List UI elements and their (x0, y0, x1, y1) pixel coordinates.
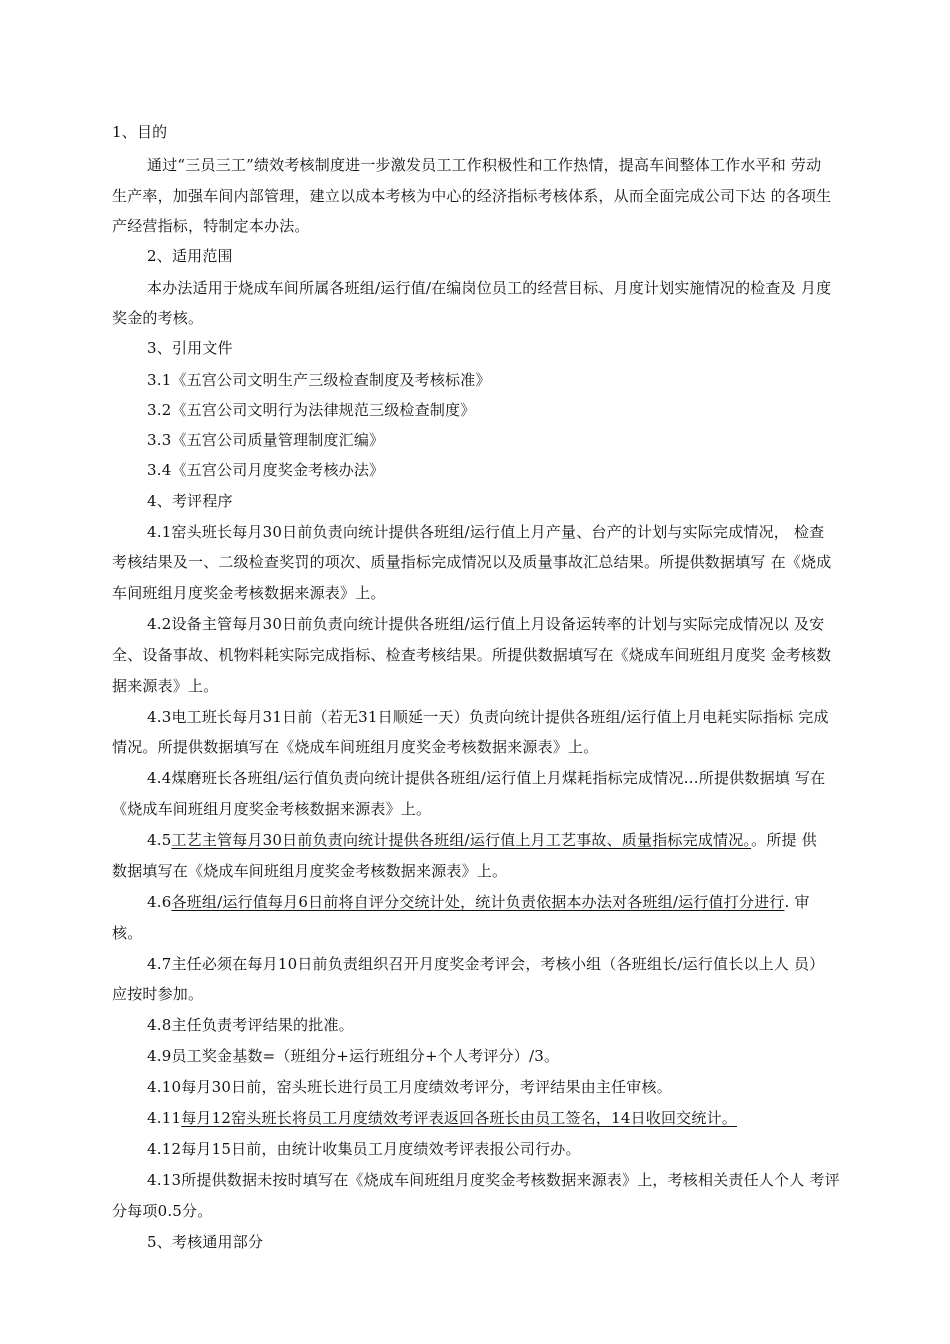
paragraph-line: 4.9员工奖金基数=（班组分+运行班组分+个人考评分）/3。 (147, 1047, 560, 1065)
paragraph-line: 据来源表》上。 (112, 677, 219, 695)
paragraph-line: 分每项0.5分。 (112, 1202, 213, 1220)
underlined-text: 每月12窑头班长将员工月度绩效考评表返回各班长由员工签名，14日收回交统计。 (181, 1109, 737, 1127)
item-number: 4.11 (147, 1109, 182, 1127)
paragraph-line: 通过“三员三工”绩效考核制度进一步激发员工工作积极性和工作热情，提高车间整体工作水平和 劳动 (147, 156, 822, 174)
paragraph-line: 4.3电工班长每月31日前（若无31日顺延一天）负责向统计提供各班组/运行值上月电耗实际指标 完成 (147, 708, 829, 726)
item-number: 4.6 (147, 893, 172, 911)
paragraph-line (147, 1108, 737, 1128)
paragraph-line: 本办法适用于烧成车间所属各班组/运行值/在编岗位员工的经营目标、月度计划实施情况的检查及 月度 (147, 279, 832, 297)
paragraph-line: 核。 (112, 924, 143, 942)
section-heading-scope: 2、适用范围 (147, 247, 233, 265)
paragraph-line: 全、设备事故、机物料耗实际完成指标、检查考核结果。所提供数据填写在《烧成车间班组月度奖 金考核数 (112, 646, 832, 664)
paragraph-line (147, 892, 810, 912)
paragraph-line: 《烧成车间班组月度奖金考核数据来源表》上。 (112, 800, 432, 818)
reference-item: 3.4《五宫公司月度奖金考核办法》 (147, 461, 385, 479)
paragraph-line: 车间班组月度奖金考核数据来源表》上。 (112, 584, 386, 602)
paragraph-line (147, 830, 817, 850)
paragraph-line: 4.2设备主管每月30日前负责向统计提供各班组/运行值上月设备运转率的计划与实际完成情况以 及安 (147, 615, 825, 633)
section-heading-general: 5、考核通用部分 (147, 1233, 264, 1251)
paragraph-line: 4.8主任负责考评结果的批准。 (147, 1016, 354, 1034)
paragraph-line: 情况。所提供数据填写在《烧成车间班组月度奖金考核数据来源表》上。 (112, 738, 599, 756)
paragraph-line: 4.7主任必须在每月10日前负责组织召开月度奖金考评会，考核小组（各班组长/运行值长以上人 员） (147, 955, 825, 973)
paragraph-text: 。所提 供 (751, 831, 817, 849)
underlined-text: 各班组/运行值每月6日前将自评分交统计处，统计负责依据本办法对各班组/运行值打分进行 (171, 893, 785, 911)
underlined-text: 工艺主管每月30日前负责向统计提供各班组/运行值上月工艺事故、质量指标完成情况。 (171, 831, 752, 849)
paragraph-line: 考核结果及一、二级检查奖罚的项次、质量指标完成情况以及质量事故汇总结果。所提供数据填写 在《烧成 (112, 553, 832, 571)
item-number: 4.5 (147, 831, 172, 849)
reference-item: 3.1《五宫公司文明生产三级检查制度及考核标准》 (147, 371, 491, 389)
paragraph-line: 4.4煤磨班长各班组/运行值负责向统计提供各班组/运行值上月煤耗指标完成情况…所提供数据填 写在 (147, 769, 826, 787)
reference-item: 3.3《五宫公司质量管理制度汇编》 (147, 431, 385, 449)
reference-item: 3.2《五宫公司文明行为法律规范三级检查制度》 (147, 401, 476, 419)
section-heading-procedure: 4、考评程序 (147, 492, 233, 510)
paragraph-text: . 审 (784, 893, 810, 911)
paragraph-line: 4.13所提供数据未按时填写在《烧成车间班组月度奖金考核数据来源表》上，考核相关责任人个人 考评 (147, 1171, 840, 1189)
paragraph-line: 4.12每月15日前，由统计收集员工月度绩效考评表报公司行办。 (147, 1140, 581, 1158)
paragraph-line: 4.10每月30日前，窑头班长进行员工月度绩效考评分，考评结果由主任审核。 (147, 1078, 672, 1096)
paragraph-line: 生产率，加强车间内部管理，建立以成本考核为中心的经济指标考核体系，从而全面完成公司下达 的各项生 (112, 187, 832, 205)
paragraph-line: 产经营指标，特制定本办法。 (112, 217, 310, 235)
section-heading-purpose: 1、目的 (112, 123, 168, 141)
section-heading-references: 3、引用文件 (147, 339, 233, 357)
paragraph-line: 奖金的考核。 (112, 309, 204, 327)
paragraph-line: 应按时参加。 (112, 985, 204, 1003)
paragraph-line: 数据填写在《烧成车间班组月度奖金考核数据来源表》上。 (112, 862, 508, 880)
paragraph-line: 4.1窑头班长每月30日前负责向统计提供各班组/运行值上月产量、台产的计划与实际完成情况， 检查 (147, 523, 825, 541)
